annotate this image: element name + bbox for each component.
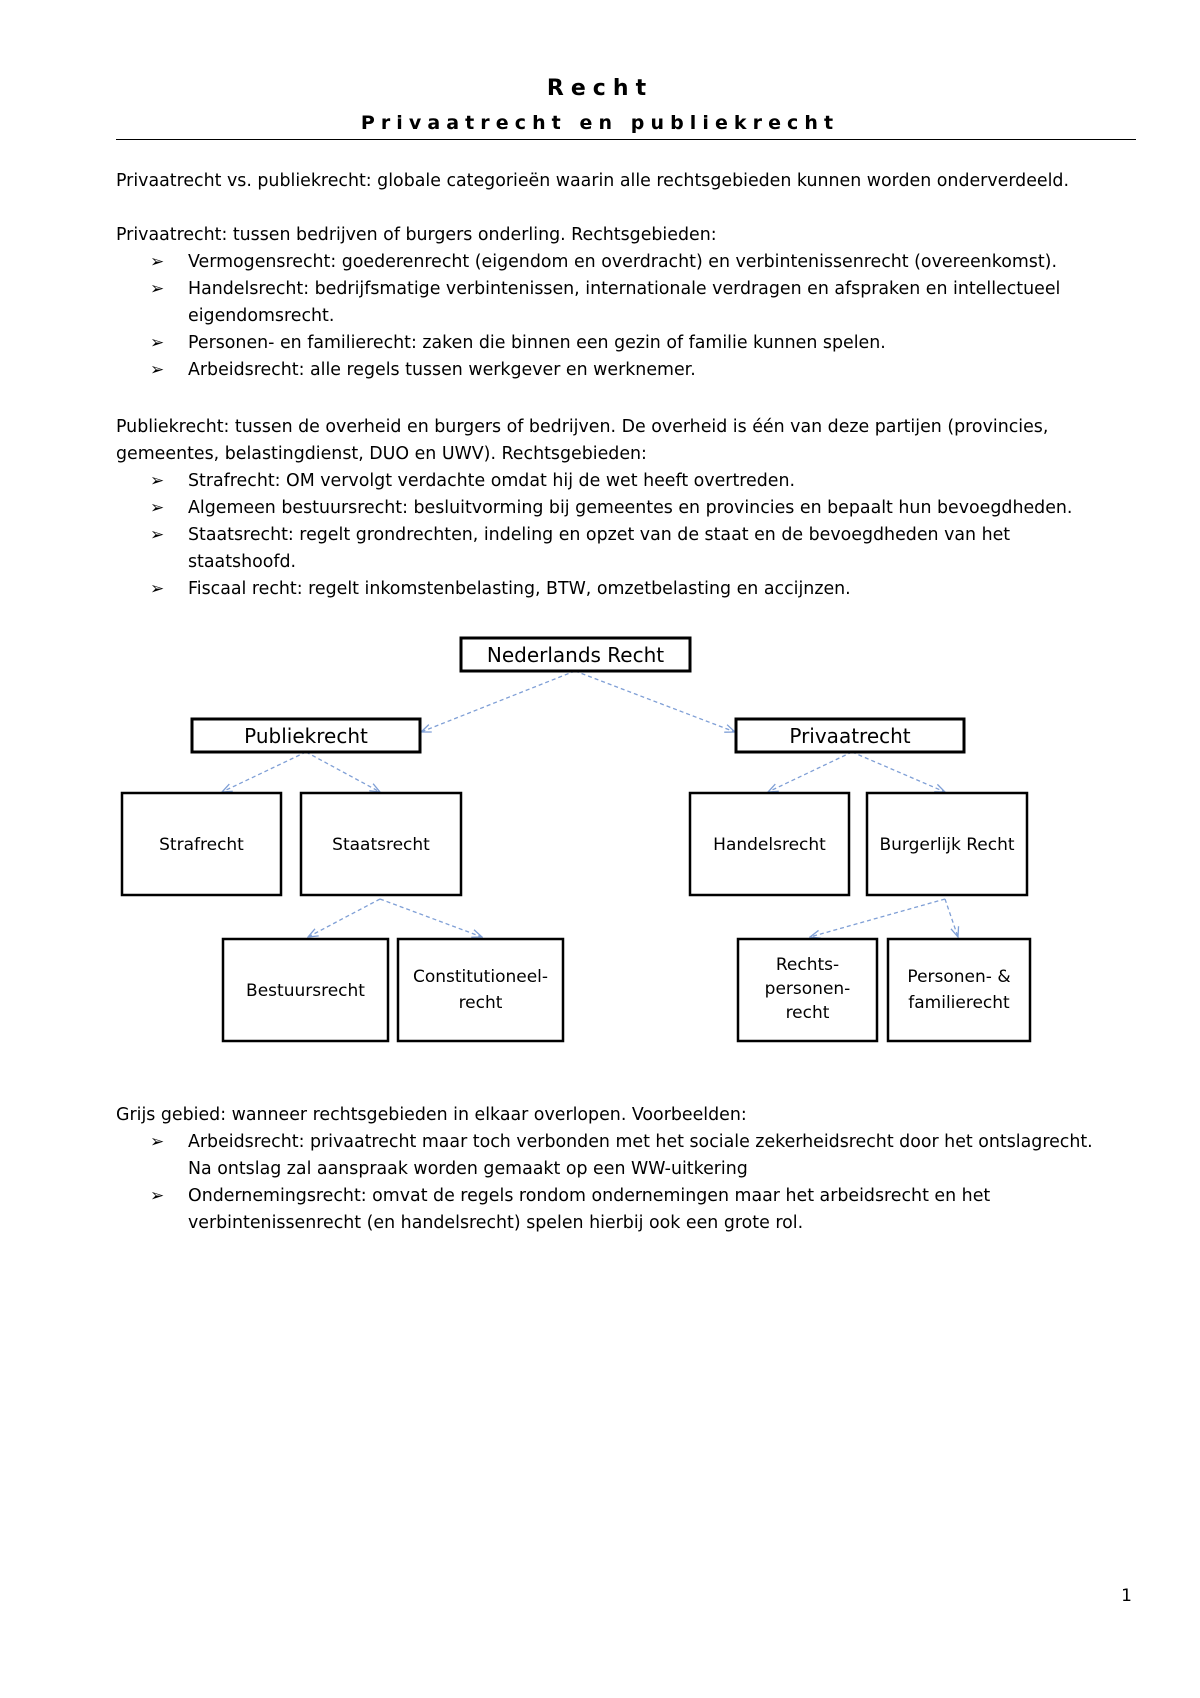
intro-paragraph: Privaatrecht vs. publiekrecht: globale categorieën waarin alle rechtsgebieden kunnen worden onderverdeeld. xyxy=(116,171,1070,191)
document-title: Recht xyxy=(546,76,654,101)
document-subtitle: Privaatrecht en publiekrecht xyxy=(360,112,840,134)
connector-privaat-burgerlijk xyxy=(852,752,945,792)
grijs-heading: Grijs gebied: wanneer rechtsgebieden in elkaar overlopen. Voorbeelden: xyxy=(116,1105,747,1125)
svg-text:familierecht: familierecht xyxy=(908,993,1010,1013)
diagram-node-bestuursrecht xyxy=(223,939,388,1041)
list-item: ➢ Handelsrecht: bedrijfsmatige verbintenissen, internationale verdragen en afspraken en intellectueel xyxy=(150,276,1168,303)
list-item-continuation: verbintenissenrecht (en handelsrecht) spelen hierbij ook een grote rol. xyxy=(188,1213,804,1233)
grijs-list xyxy=(150,1129,1168,1237)
bullet-arrow-icon: ➢ xyxy=(150,252,165,272)
list-item: ➢ Fiscaal recht: regelt inkomstenbelasting, BTW, omzetbelasting en accijnzen. xyxy=(150,576,1168,603)
svg-text:personen-: personen- xyxy=(764,979,851,999)
bullet-arrow-icon: ➢ xyxy=(150,333,165,353)
connector-publiek-strafrecht xyxy=(222,752,306,792)
diagram-node-constitutioneel-recht xyxy=(398,939,563,1041)
diagram-node-strafrecht xyxy=(122,793,281,895)
diagram-node-handelsrecht xyxy=(690,793,849,895)
bullet-arrow-icon: ➢ xyxy=(150,360,165,380)
publiek-heading-line2: gemeentes, belastingdienst, DUO en UWV). Rechtsgebieden: xyxy=(116,444,647,464)
svg-text:Publiekrecht: Publiekrecht xyxy=(244,724,368,748)
diagram-node-root xyxy=(461,638,690,671)
diagram-node-personen-familierecht xyxy=(888,939,1030,1041)
publiek-heading-line1: Publiekrecht: tussen de overheid en burgers of bedrijven. De overheid is één van deze partijen (provincies, xyxy=(116,417,1049,437)
connector-root-privaat xyxy=(575,671,735,732)
svg-text:Staatsrecht: Staatsrecht xyxy=(332,835,430,855)
svg-text:Burgerlijk Recht: Burgerlijk Recht xyxy=(879,835,1015,855)
connector-privaat-handelsrecht xyxy=(768,752,852,792)
bullet-arrow-icon: ➢ xyxy=(150,525,165,545)
svg-text:Handelsrecht: Handelsrecht xyxy=(713,835,826,855)
diagram-node-publiekrecht xyxy=(192,719,420,752)
list-item-continuation: Na ontslag zal aanspraak worden gemaakt op een WW-uitkering xyxy=(188,1159,748,1179)
bullet-arrow-icon: ➢ xyxy=(150,1186,165,1206)
svg-text:Bestuursrecht: Bestuursrecht xyxy=(246,981,365,1001)
connector-publiek-staatsrecht xyxy=(306,752,380,792)
list-item: ➢ Algemeen bestuursrecht: besluitvorming bij gemeentes en provincies en bepaalt hun bevoegdheden. xyxy=(150,495,1168,522)
list-item: ➢ Ondernemingsrecht: omvat de regels rondom ondernemingen maar het arbeidsrecht en het xyxy=(150,1183,1168,1210)
list-item: ➢ Vermogensrecht: goederenrecht (eigendom en overdracht) en verbintenissenrecht (overeenkomst). xyxy=(150,249,1168,276)
list-item: ➢ Arbeidsrecht: privaatrecht maar toch verbonden met het sociale zekerheidsrecht door het ontslagrecht. xyxy=(150,1129,1168,1156)
diagram-node-burgerlijk-recht xyxy=(867,793,1027,895)
connector-staatsrecht-constitutioneel xyxy=(380,899,482,937)
svg-text:Strafrecht: Strafrecht xyxy=(159,835,244,855)
bullet-arrow-icon: ➢ xyxy=(150,498,165,518)
list-item-continuation: eigendomsrecht. xyxy=(188,306,335,326)
connector-burgerlijk-rechtspersonen xyxy=(810,899,945,937)
svg-text:Privaatrecht: Privaatrecht xyxy=(789,724,911,748)
svg-text:Nederlands Recht: Nederlands Recht xyxy=(486,643,665,667)
bullet-arrow-icon: ➢ xyxy=(150,579,165,599)
svg-text:Personen- &: Personen- & xyxy=(907,967,1011,987)
page-number: 1 xyxy=(1121,1586,1132,1606)
list-item: ➢ Personen- en familierecht: zaken die binnen een gezin of familie kunnen spelen. xyxy=(150,330,1168,357)
diagram-node-rechtspersonenrecht xyxy=(738,939,877,1041)
bullet-arrow-icon: ➢ xyxy=(150,471,165,491)
list-item: ➢ Arbeidsrecht: alle regels tussen werkgever en werknemer. xyxy=(150,357,1168,384)
bullet-arrow-icon: ➢ xyxy=(150,279,165,299)
connector-root-publiek xyxy=(421,671,575,732)
bullet-arrow-icon: ➢ xyxy=(150,1132,165,1152)
svg-text:Rechts-: Rechts- xyxy=(775,955,840,975)
privaat-heading: Privaatrecht: tussen bedrijven of burgers onderling. Rechtsgebieden: xyxy=(116,225,717,245)
diagram-node-staatsrecht xyxy=(301,793,461,895)
diagram-node-privaatrecht xyxy=(736,719,964,752)
connector-burgerlijk-personen xyxy=(945,899,958,937)
list-item: ➢ Staatsrecht: regelt grondrechten, indeling en opzet van de staat en de bevoegdheden van het xyxy=(150,522,1168,549)
connector-staatsrecht-bestuursrecht xyxy=(308,899,380,937)
list-item: ➢ Strafrecht: OM vervolgt verdachte omdat hij de wet heeft overtreden. xyxy=(150,468,1168,495)
svg-text:Constitutioneel-: Constitutioneel- xyxy=(412,967,549,987)
svg-text:recht: recht xyxy=(785,1003,830,1023)
svg-text:recht: recht xyxy=(458,993,503,1013)
list-item-continuation: staatshoofd. xyxy=(188,552,297,572)
